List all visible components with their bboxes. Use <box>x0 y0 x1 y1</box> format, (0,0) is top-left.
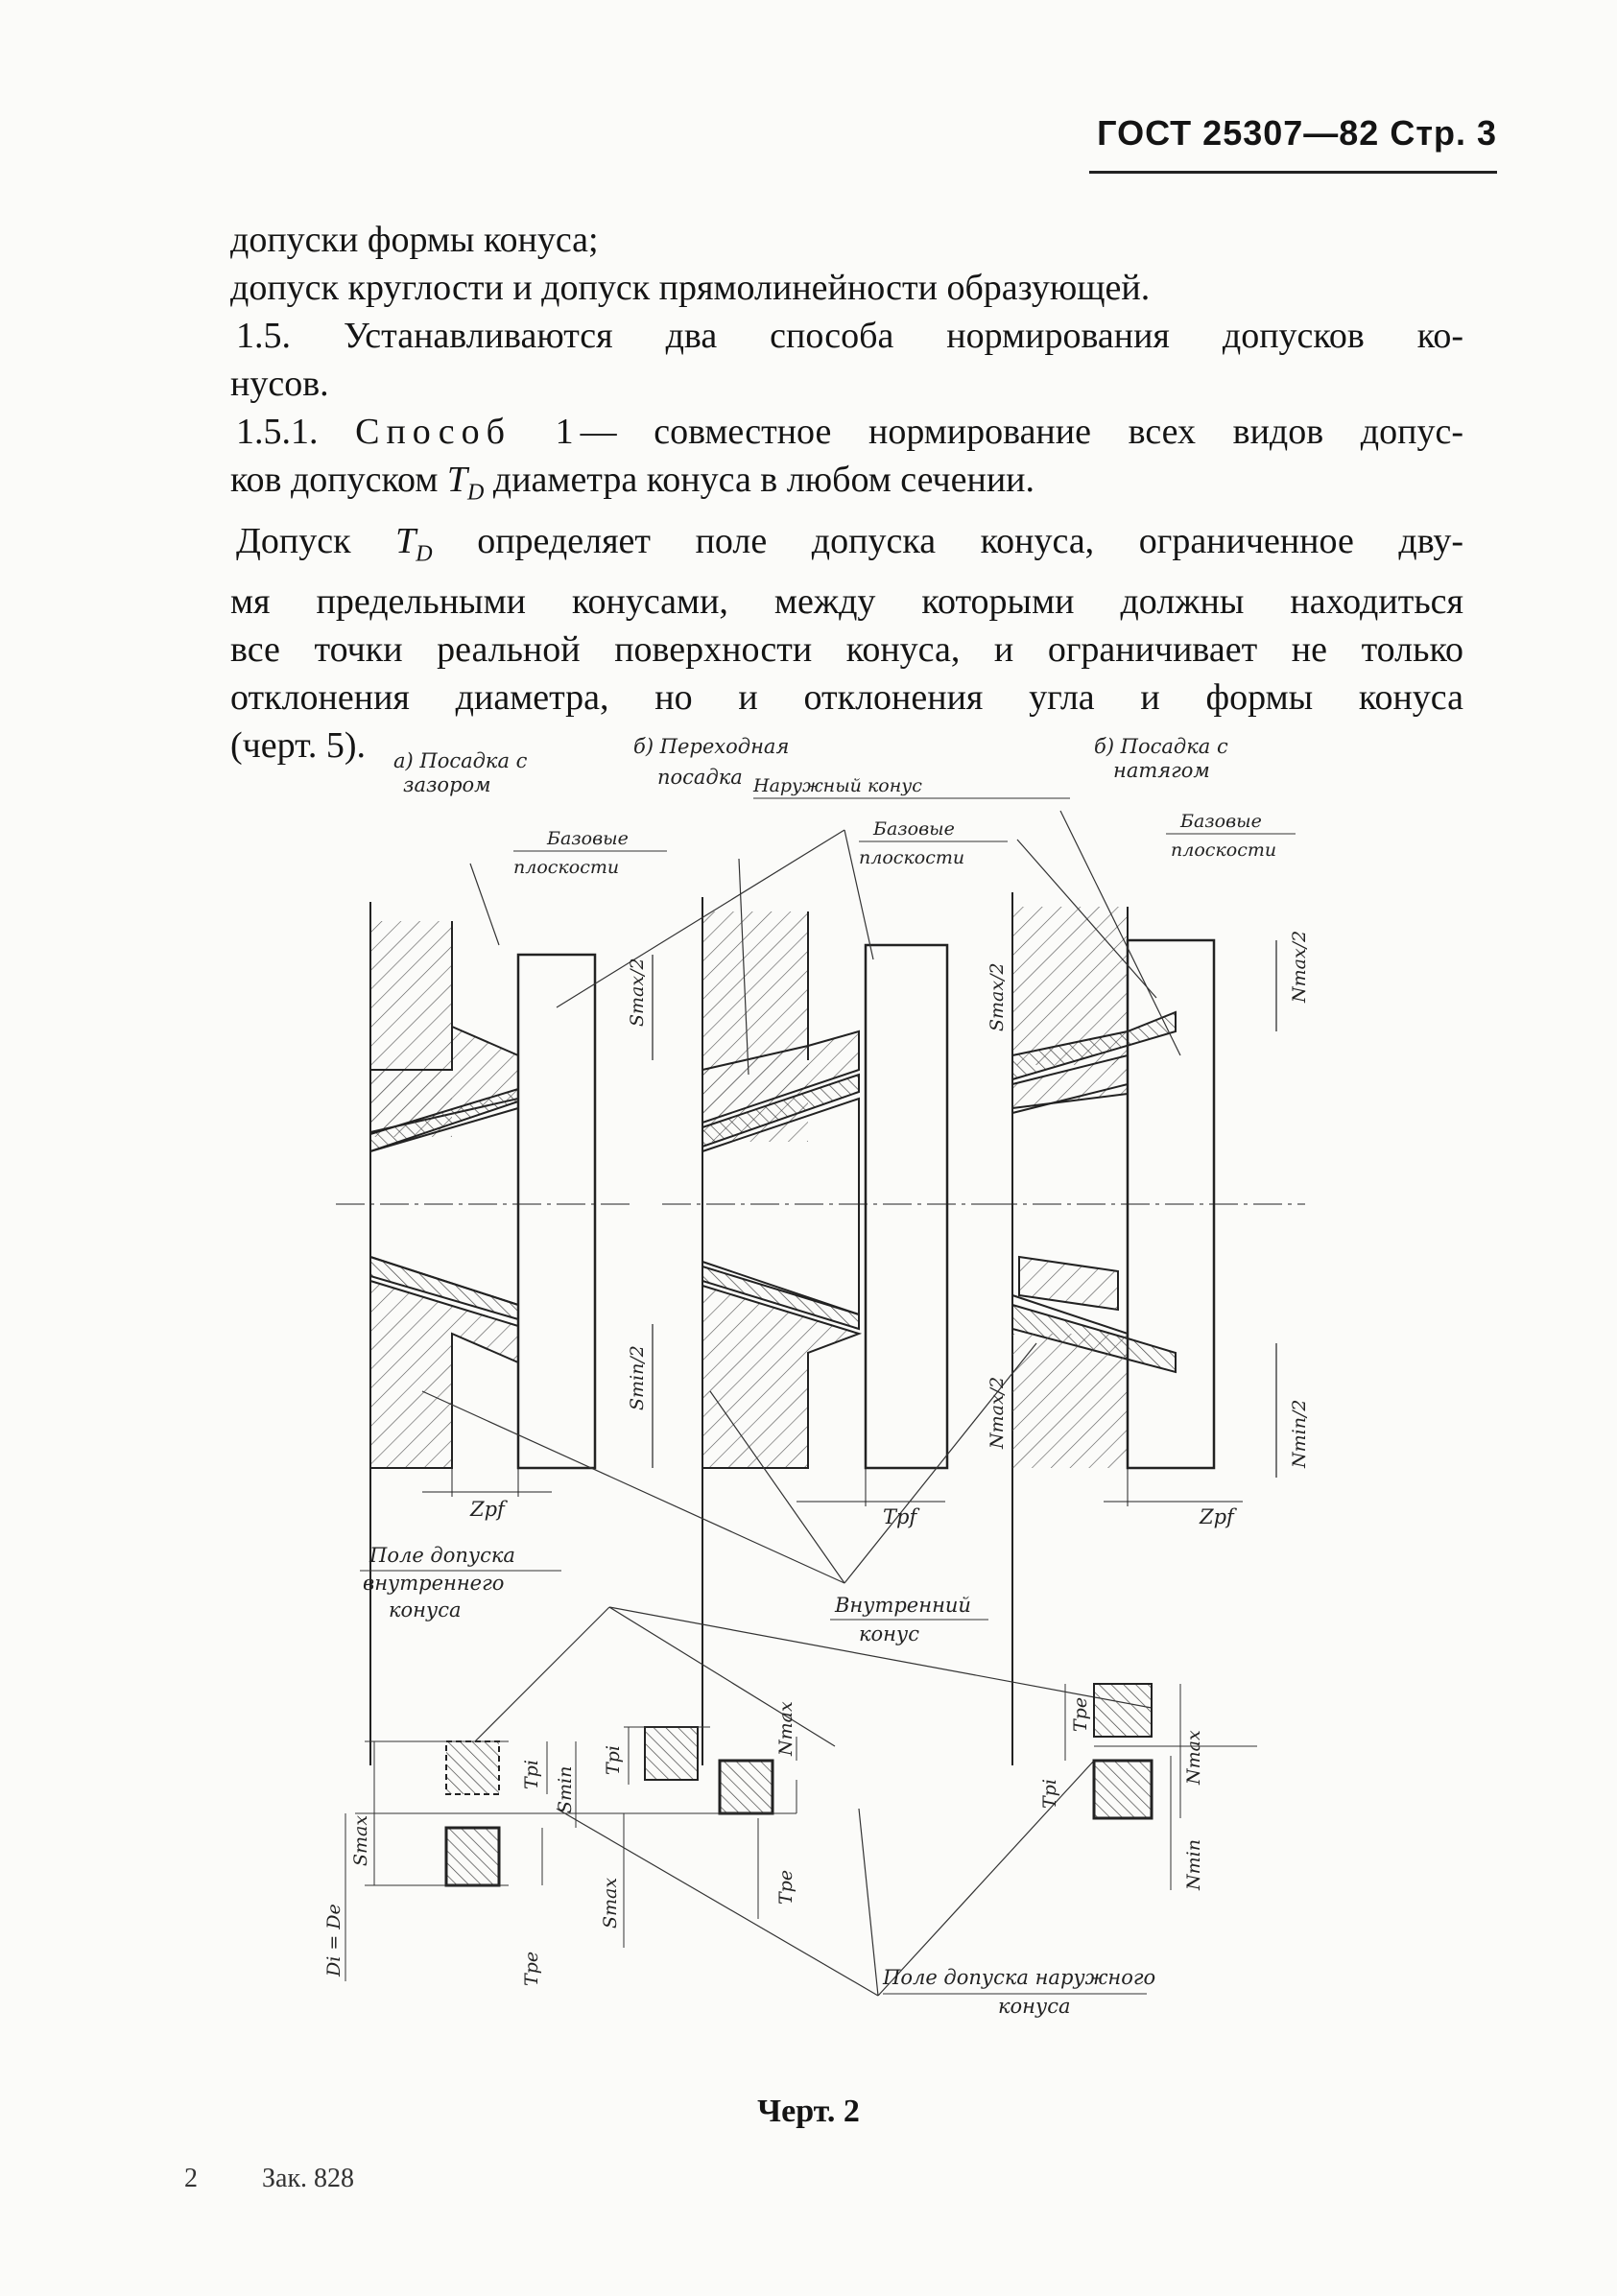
method-term: Способ 1 <box>355 412 581 452</box>
tpe-b: Tpe <box>775 1869 797 1905</box>
di-de: Di = De <box>323 1904 345 1976</box>
panel-a-clearance <box>336 902 653 1765</box>
text-line: допуск круглости и допуск прямолинейности образующей. <box>230 268 1151 308</box>
nmin-half-c: Nmin/2 <box>1289 1399 1310 1468</box>
symbol-letter: T <box>446 460 468 500</box>
base-planes-b-2: плоскости <box>859 847 965 868</box>
page-number: Стр. 3 <box>1390 113 1497 153</box>
page-header <box>1089 113 1497 154</box>
header-rule <box>1089 171 1497 174</box>
field-inner-3: конуса <box>389 1598 462 1621</box>
text-fragment: ков допуском <box>230 460 439 500</box>
text-line: (черт. 5). <box>230 725 367 767</box>
inner-cone-label-2: конус <box>859 1622 919 1645</box>
text-fragment: Допуск <box>236 520 351 561</box>
base-planes-c-1: Базовые <box>1180 811 1262 832</box>
outer-field-a <box>446 1828 499 1885</box>
standard-title: ГОСТ 25307—82 <box>1097 113 1380 153</box>
nmax-c: Nmax <box>1183 1730 1204 1785</box>
clause-number: 1.5.1. <box>236 412 319 452</box>
zpf-c: Zpf <box>1200 1505 1234 1528</box>
panel-c-interference <box>988 892 1305 1765</box>
text-line <box>230 312 1463 360</box>
label-b-line2: посадка <box>657 766 743 789</box>
tpi-b: Tpi <box>603 1745 624 1775</box>
nmax-half-c: Nmax/2 <box>1289 930 1310 1003</box>
label-a-line2: зазором <box>403 773 491 796</box>
outer-field-c <box>1094 1761 1152 1818</box>
zpf-a: Zpf <box>470 1498 505 1521</box>
inner-cone-label-1: Внутренний <box>835 1594 971 1617</box>
smax-b: Smax <box>600 1877 621 1929</box>
figure-labels <box>323 735 1310 2018</box>
outer-cone-label: Наружный конус <box>753 775 922 796</box>
label-c-line2: натягом <box>1113 759 1210 782</box>
tpi-a: Tpi <box>521 1760 542 1789</box>
text-line: допуски формы конуса; <box>230 220 599 260</box>
symbol-td <box>446 460 485 506</box>
nmax-half-b: Nmax/2 <box>987 1376 1008 1449</box>
panel-b-transition <box>662 897 1012 1765</box>
inner-field-c <box>1094 1684 1152 1737</box>
field-inner-2: внутреннего <box>363 1572 505 1595</box>
smin-half: Smin/2 <box>627 1345 648 1410</box>
tpe-c: Tpe <box>1070 1696 1091 1732</box>
inner-field-b <box>645 1727 698 1780</box>
tpf-b: Tpf <box>883 1505 917 1528</box>
nmin-c: Nmin <box>1183 1839 1204 1890</box>
figure-caption: Черт. 2 <box>757 2094 860 2129</box>
text-fragment: диаметра конуса в любом сечении. <box>492 460 1034 500</box>
page-footer <box>184 2164 412 2194</box>
label-c-line1: б) Посадка с <box>1094 735 1228 758</box>
text-line <box>230 456 1463 517</box>
symbol-subscript: D <box>416 541 433 567</box>
outer-field-b <box>720 1761 773 1813</box>
inner-field-a <box>446 1741 499 1794</box>
symbol-letter: T <box>395 520 416 561</box>
base-planes-a-1: Базовые <box>547 828 629 849</box>
clause-1-5: 1.5. Устанавливаются два способа нормирования допусков ко- <box>236 316 1463 356</box>
base-planes-b-1: Базовые <box>873 818 955 840</box>
tpe-a: Tpe <box>521 1951 542 1986</box>
outer-cone-a <box>518 955 595 1468</box>
field-outer-2: конуса <box>998 1995 1071 2018</box>
text-line: мя предельными конусами, между которыми должны находиться <box>230 581 1463 623</box>
text-fragment: определяет поле допуска конуса, ограниченное дву- <box>477 520 1464 561</box>
text-line: отклонения диаметра, но и отклонения угла и формы конуса <box>230 677 1463 719</box>
smax-a: Smax <box>350 1814 371 1866</box>
body-text <box>230 216 1463 769</box>
base-planes-c-2: плоскости <box>1171 840 1277 861</box>
smax-half: Smax/2 <box>627 958 648 1027</box>
label-a-line1: а) Посадка с <box>393 749 528 772</box>
nmax-b: Nmax <box>775 1701 797 1756</box>
field-inner-1: Поле допуска <box>369 1544 515 1567</box>
technical-drawing <box>323 735 1372 2063</box>
symbol-td <box>395 520 433 567</box>
field-outer-1: Поле допуска наружного <box>883 1966 1156 1989</box>
footer-page-number: 2 <box>184 2164 198 2193</box>
text-line: все точки реальной поверхности конуса, и ограничивает не только <box>230 629 1463 671</box>
smin-a: Smin <box>555 1765 576 1813</box>
text-line <box>230 517 1463 579</box>
clause-text: — совместное нормирование всех видов допус- <box>580 412 1463 452</box>
label-b-line1: б) Переходная <box>633 735 790 758</box>
symbol-subscript: D <box>467 480 485 506</box>
tpi-c: Tpi <box>1039 1779 1060 1809</box>
smax-half-b: Smax/2 <box>987 962 1008 1031</box>
text-line <box>230 408 1463 456</box>
base-planes-a-2: плоскости <box>513 857 620 878</box>
text-line: нусов. <box>230 364 329 404</box>
footer-order: Зак. 828 <box>262 2164 355 2193</box>
